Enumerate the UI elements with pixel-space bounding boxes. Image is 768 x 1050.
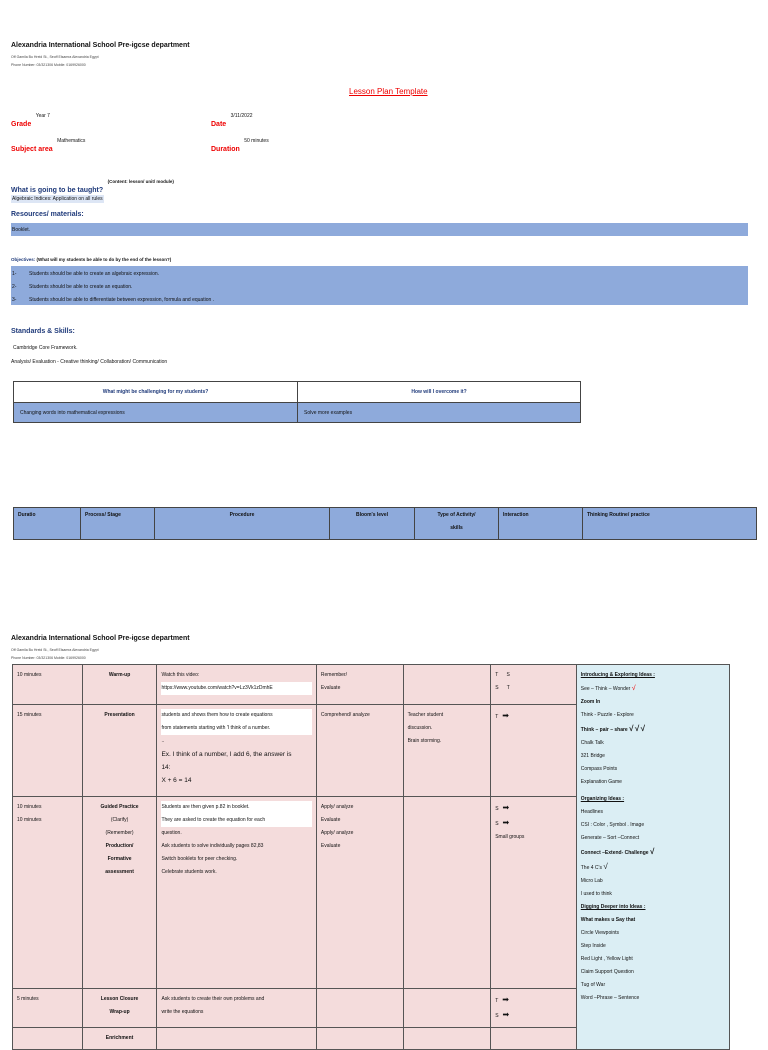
col-process-stage: Process/ Stage (81, 508, 155, 540)
interaction-cell: T ➡ S ➡ (491, 989, 577, 1028)
duration-cell: 10 minutes 10 minutes (13, 797, 83, 989)
challenges-table (13, 381, 581, 423)
objective-item: 2- Students should be able to create an equation. (12, 284, 133, 290)
overcome-header: How will I overcome it? (298, 382, 581, 403)
interaction-cell (491, 1028, 577, 1050)
thinking-item: Claim Support Question (580, 969, 634, 975)
bloom-cell: Remember/ Evaluate (316, 665, 403, 705)
thinking-heading: Digging Deeper into Ideas : (580, 904, 646, 910)
duration-value: 50 minutes (244, 138, 269, 144)
procedure-cell: Ask students to create their own problems and write the equations (157, 989, 316, 1028)
duration-label: Duration (211, 146, 240, 153)
duration-cell (13, 1028, 83, 1050)
subject-label: Subject area (11, 146, 53, 153)
thinking-item: Tug of War (580, 982, 606, 988)
procedure-cell: Students are then given p.82 in booklet. They are asked to create the equation for each question. Ask students to solve individually pages 82,83 Switch booklets for peer checking. Celebrate students work. (157, 797, 316, 989)
bloom-cell: Comprehend/ analyze (316, 705, 403, 797)
col-interaction: Interaction (499, 508, 583, 540)
grade-field (11, 113, 50, 131)
thinking-item: Explanation Game (580, 779, 622, 785)
activity-cell (403, 665, 491, 705)
checkmark-icon: √ (640, 724, 646, 733)
stage-cell: Guided Practice (Clarify) (Remember) Production/ Formative assessment (82, 797, 157, 989)
thinking-item: CSI : Color , Symbol . Image (580, 822, 645, 828)
thinking-item: The 4 C's √ (580, 862, 608, 871)
thinking-item: Zoom In (580, 699, 601, 705)
taught-hint: (Content: lesson/ unit/ module) (107, 179, 174, 184)
school-address-2: Off Gamila Bu Hreid St., Seoff Elsamra Alexandria Egypt (11, 648, 99, 652)
col-duration: Duratio (14, 508, 81, 540)
thinking-item: Step Inside (580, 943, 606, 949)
school-phone: Phone Number: 03/321306 Mobile: 0169926000 (11, 63, 86, 67)
date-value: 3/11/2022 (230, 113, 253, 119)
col-procedure: Procedure (155, 508, 330, 540)
thinking-routines-cell (576, 665, 729, 1050)
resources-label: Resources/ materials: (11, 211, 84, 218)
date-field (211, 113, 253, 131)
school-address: Off Gamila Bu Hreid St., Seoff Elsamra Alexandria Egypt (11, 55, 99, 59)
taught-value: Algebraic Indices: Application on all rules (12, 196, 103, 202)
thinking-item: Circle Viewpoints (580, 930, 620, 936)
duration-cell: 15 minutes (13, 705, 83, 797)
school-phone-2: Phone Number: 03/321306 Mobile: 0169926000 (11, 656, 86, 660)
interaction-cell: S ➡ S ➡ Small groups (491, 797, 577, 989)
interaction-cell: T S S T (491, 665, 577, 705)
standards-line-1: Cambridge Core Framework. (13, 345, 78, 351)
school-name: Alexandria International School Pre-igcse department (11, 42, 190, 49)
objectives-label: Objectives: (11, 257, 36, 262)
subject-field (11, 138, 85, 156)
procedure-cell: Watch this video: https://www.youtube.com/watch?v=Lz3Vk1zDmhE (157, 665, 316, 705)
activity-cell (403, 1028, 491, 1050)
arrow-right-icon: ➡ (502, 995, 509, 1004)
bloom-cell (316, 989, 403, 1028)
thinking-item: I used to think (580, 891, 612, 897)
thinking-heading: Introducing & Exploring Ideas : (580, 672, 655, 678)
thinking-item: What makes u Say that (580, 917, 636, 923)
thinking-item: Think - Puzzle - Explore (580, 712, 634, 718)
challenge-header: What might be challenging for my students? (14, 382, 298, 403)
arrow-right-icon: ➡ (502, 818, 510, 827)
thinking-item: See – Think – Wonder √ (580, 685, 636, 692)
thinking-heading: Organizing Ideas : (580, 796, 625, 802)
checkmark-icon: √ (629, 724, 634, 733)
duration-cell: 10 minutes (13, 665, 83, 705)
arrow-right-icon: ➡ (502, 711, 509, 720)
video-link[interactable]: https://www.youtube.com/watch?v=Lz3Vk1zDmhE (161, 682, 311, 695)
challenge-cell: Changing words into mathematical expressions (14, 403, 298, 423)
school-name-2: Alexandria International School Pre-igcse department (11, 635, 190, 642)
col-blooms-level: Bloom's level (330, 508, 415, 540)
resources-band (11, 223, 748, 236)
date-label: Date (211, 121, 227, 128)
stage-cell: Warm-up (82, 665, 157, 705)
thinking-item: Chalk Talk (580, 740, 604, 746)
taught-label: What is going to be taught? (11, 187, 104, 194)
standards-line-2: Analysis/ Evaluation - Creative thinking/ Collaboration/ Communication (11, 359, 168, 365)
lesson-plan-table (12, 664, 730, 1050)
bloom-cell: Apply/ analyze Evaluate Apply/ analyze Evaluate (316, 797, 403, 989)
thinking-item: Headlines (580, 809, 603, 815)
checkmark-icon: √ (634, 724, 640, 733)
page-title: Lesson Plan Template (349, 87, 428, 96)
objective-item: 1- Students should be able to create an algebraic expression. (12, 271, 160, 277)
col-activity-type: Type of Activity/ skills (415, 508, 499, 540)
duration-cell: 5 minutes (13, 989, 83, 1028)
procedure-cell (157, 1028, 316, 1050)
process-header-table (13, 507, 757, 540)
thinking-item: Think – pair – share √ √ √ (580, 724, 646, 733)
objectives-hint: (What will my students be able to do by the end of the lesson?) (36, 257, 172, 262)
stage-cell: Presentation (82, 705, 157, 797)
procedure-cell: students and shows them how to create equations from statements starting with 'I think of a number. .. Ex. I think of a number, I add 6, the answer is 14: X + 6 = 14 (157, 705, 316, 797)
checkmark-icon: √ (649, 847, 655, 856)
standards-label: Standards & Skills: (11, 328, 75, 335)
grade-label: Grade (11, 121, 32, 128)
arrow-right-icon: ➡ (502, 1010, 510, 1019)
grade-value: Year 7 (35, 113, 50, 119)
thinking-item: Compass Points (580, 766, 618, 772)
table-row (13, 665, 730, 705)
thinking-item: Red Light , Yellow Light (580, 956, 633, 962)
thinking-item: Connect –Extend- Challenge √ (580, 847, 655, 856)
arrow-right-icon: ➡ (502, 803, 510, 812)
activity-cell: Teacher student discussion. Brain storming. (403, 705, 491, 797)
interaction-cell: T ➡ (491, 705, 577, 797)
duration-field (211, 138, 269, 156)
objectives-band (11, 266, 748, 305)
activity-cell (403, 989, 491, 1028)
objective-item: 3- Students should be able to differentiate between expression, formula and equation . (12, 297, 215, 303)
bloom-cell (316, 1028, 403, 1050)
objectives-heading (11, 257, 171, 262)
col-thinking-routine: Thinking Routine/ practice (583, 508, 757, 540)
stage-cell: Enrichment (82, 1028, 157, 1050)
subject-value: Mathematics (57, 138, 86, 144)
overcome-cell: Solve more examples (298, 403, 581, 423)
resources-value: Booklet. (12, 227, 31, 233)
stage-cell: Lesson Closure Wrap-up (82, 989, 157, 1028)
thinking-item: 321 Bridge (580, 753, 605, 759)
thinking-item: Word –Phrase – Sentence (580, 995, 640, 1001)
thinking-item: Micro Lab (580, 878, 603, 884)
checkmark-icon: √ (631, 685, 636, 692)
activity-cell (403, 797, 491, 989)
thinking-item: Generate – Sort –Connect (580, 835, 640, 841)
checkmark-icon: √ (603, 862, 608, 871)
